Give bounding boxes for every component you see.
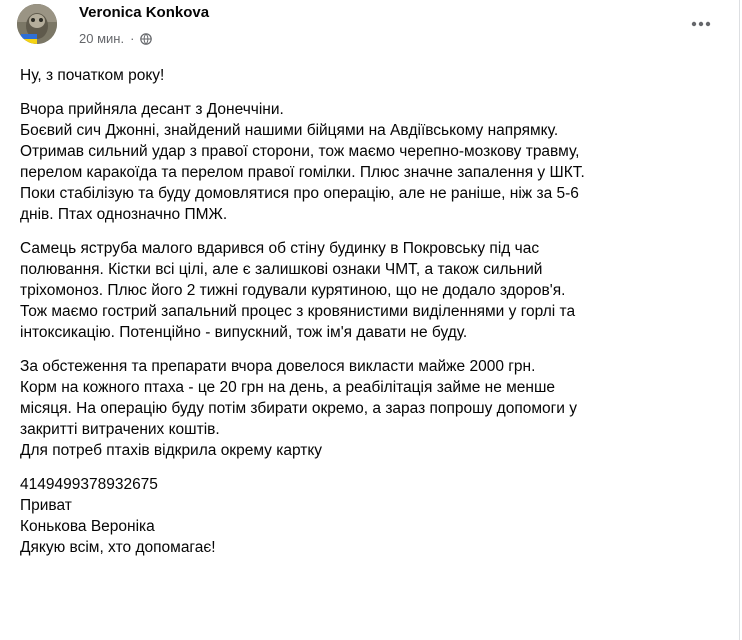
post-text-line: полювання. Кістки всі цілі, але є залишкові ознаки ЧМТ, а також сильний xyxy=(20,261,543,278)
post-paragraph xyxy=(20,238,720,343)
post-text-line: Конькова Вероніка xyxy=(20,518,155,535)
post-text-line: Отримав сильний удар з правої сторони, тож маємо черепно-мозкову травму, xyxy=(20,143,580,160)
post-text-line: За обстеження та препарати вчора довелося викласти майже 2000 грн. xyxy=(20,358,536,375)
post-text-line: Ну, з початком року! xyxy=(20,67,165,84)
post-paragraph xyxy=(20,65,720,86)
post-text-line: Для потреб птахів відкрила окрему картку xyxy=(20,442,323,459)
post-header xyxy=(17,0,727,56)
more-options-icon[interactable] xyxy=(683,14,719,34)
post-text-line: Боєвий сич Джонні, знайдений нашими бійцями на Авдіївському напрямку. xyxy=(20,122,559,139)
post-text-line: Корм на кожного птаха - це 20 грн на день, а реабілітація займе не менше xyxy=(20,379,556,396)
post-meta xyxy=(79,31,152,46)
post-text-line: Дякую всім, хто допомагає! xyxy=(20,539,216,556)
post-text-line: місяця. На операцію буду потім збирати окремо, а зараз попрошу допомоги у xyxy=(20,400,577,417)
globe-icon[interactable] xyxy=(140,33,152,45)
author-name[interactable]: Veronica Konkova xyxy=(79,4,210,21)
post-text-line: Поки стабілізую та буду домовлятися про операцію, але не раніше, ніж за 5-6 xyxy=(20,185,579,202)
post-text-line: днів. Птах однозначно ПМЖ. xyxy=(20,206,228,223)
post-text-line: Вчора прийняла десант з Донеччіни. xyxy=(20,101,284,118)
post-text-line: закритті витрачених коштів. xyxy=(20,421,220,438)
post-time[interactable]: 20 мин. xyxy=(79,31,125,46)
post-paragraph xyxy=(20,474,720,558)
avatar-image xyxy=(17,4,57,44)
post-text-line: інтоксикацію. Потенційно - випускний, тож ім'я давати не буду. xyxy=(20,324,468,341)
post-paragraph xyxy=(20,356,720,461)
post-text-line: тріхомоноз. Плюс його 2 тижні годували курятиною, що не додало здоров'я. xyxy=(20,282,566,299)
post-text xyxy=(20,65,720,571)
post-paragraph xyxy=(20,99,720,225)
post-text-line: Тож маємо гострий запальний процес з кровянистими виділеннями у горлі та xyxy=(20,303,576,320)
post-text-line: перелом каракоїда та перелом правої гомілки. Плюс значне запалення у ШКТ. xyxy=(20,164,585,181)
post-text-line: Приват xyxy=(20,497,72,514)
author-avatar[interactable] xyxy=(17,4,57,44)
post-text-line: 4149499378932675 xyxy=(20,476,158,493)
post-text-line: Самець яструба малого вдарився об стіну будинку в Покровську під час xyxy=(20,240,540,257)
meta-separator: · xyxy=(130,31,135,46)
